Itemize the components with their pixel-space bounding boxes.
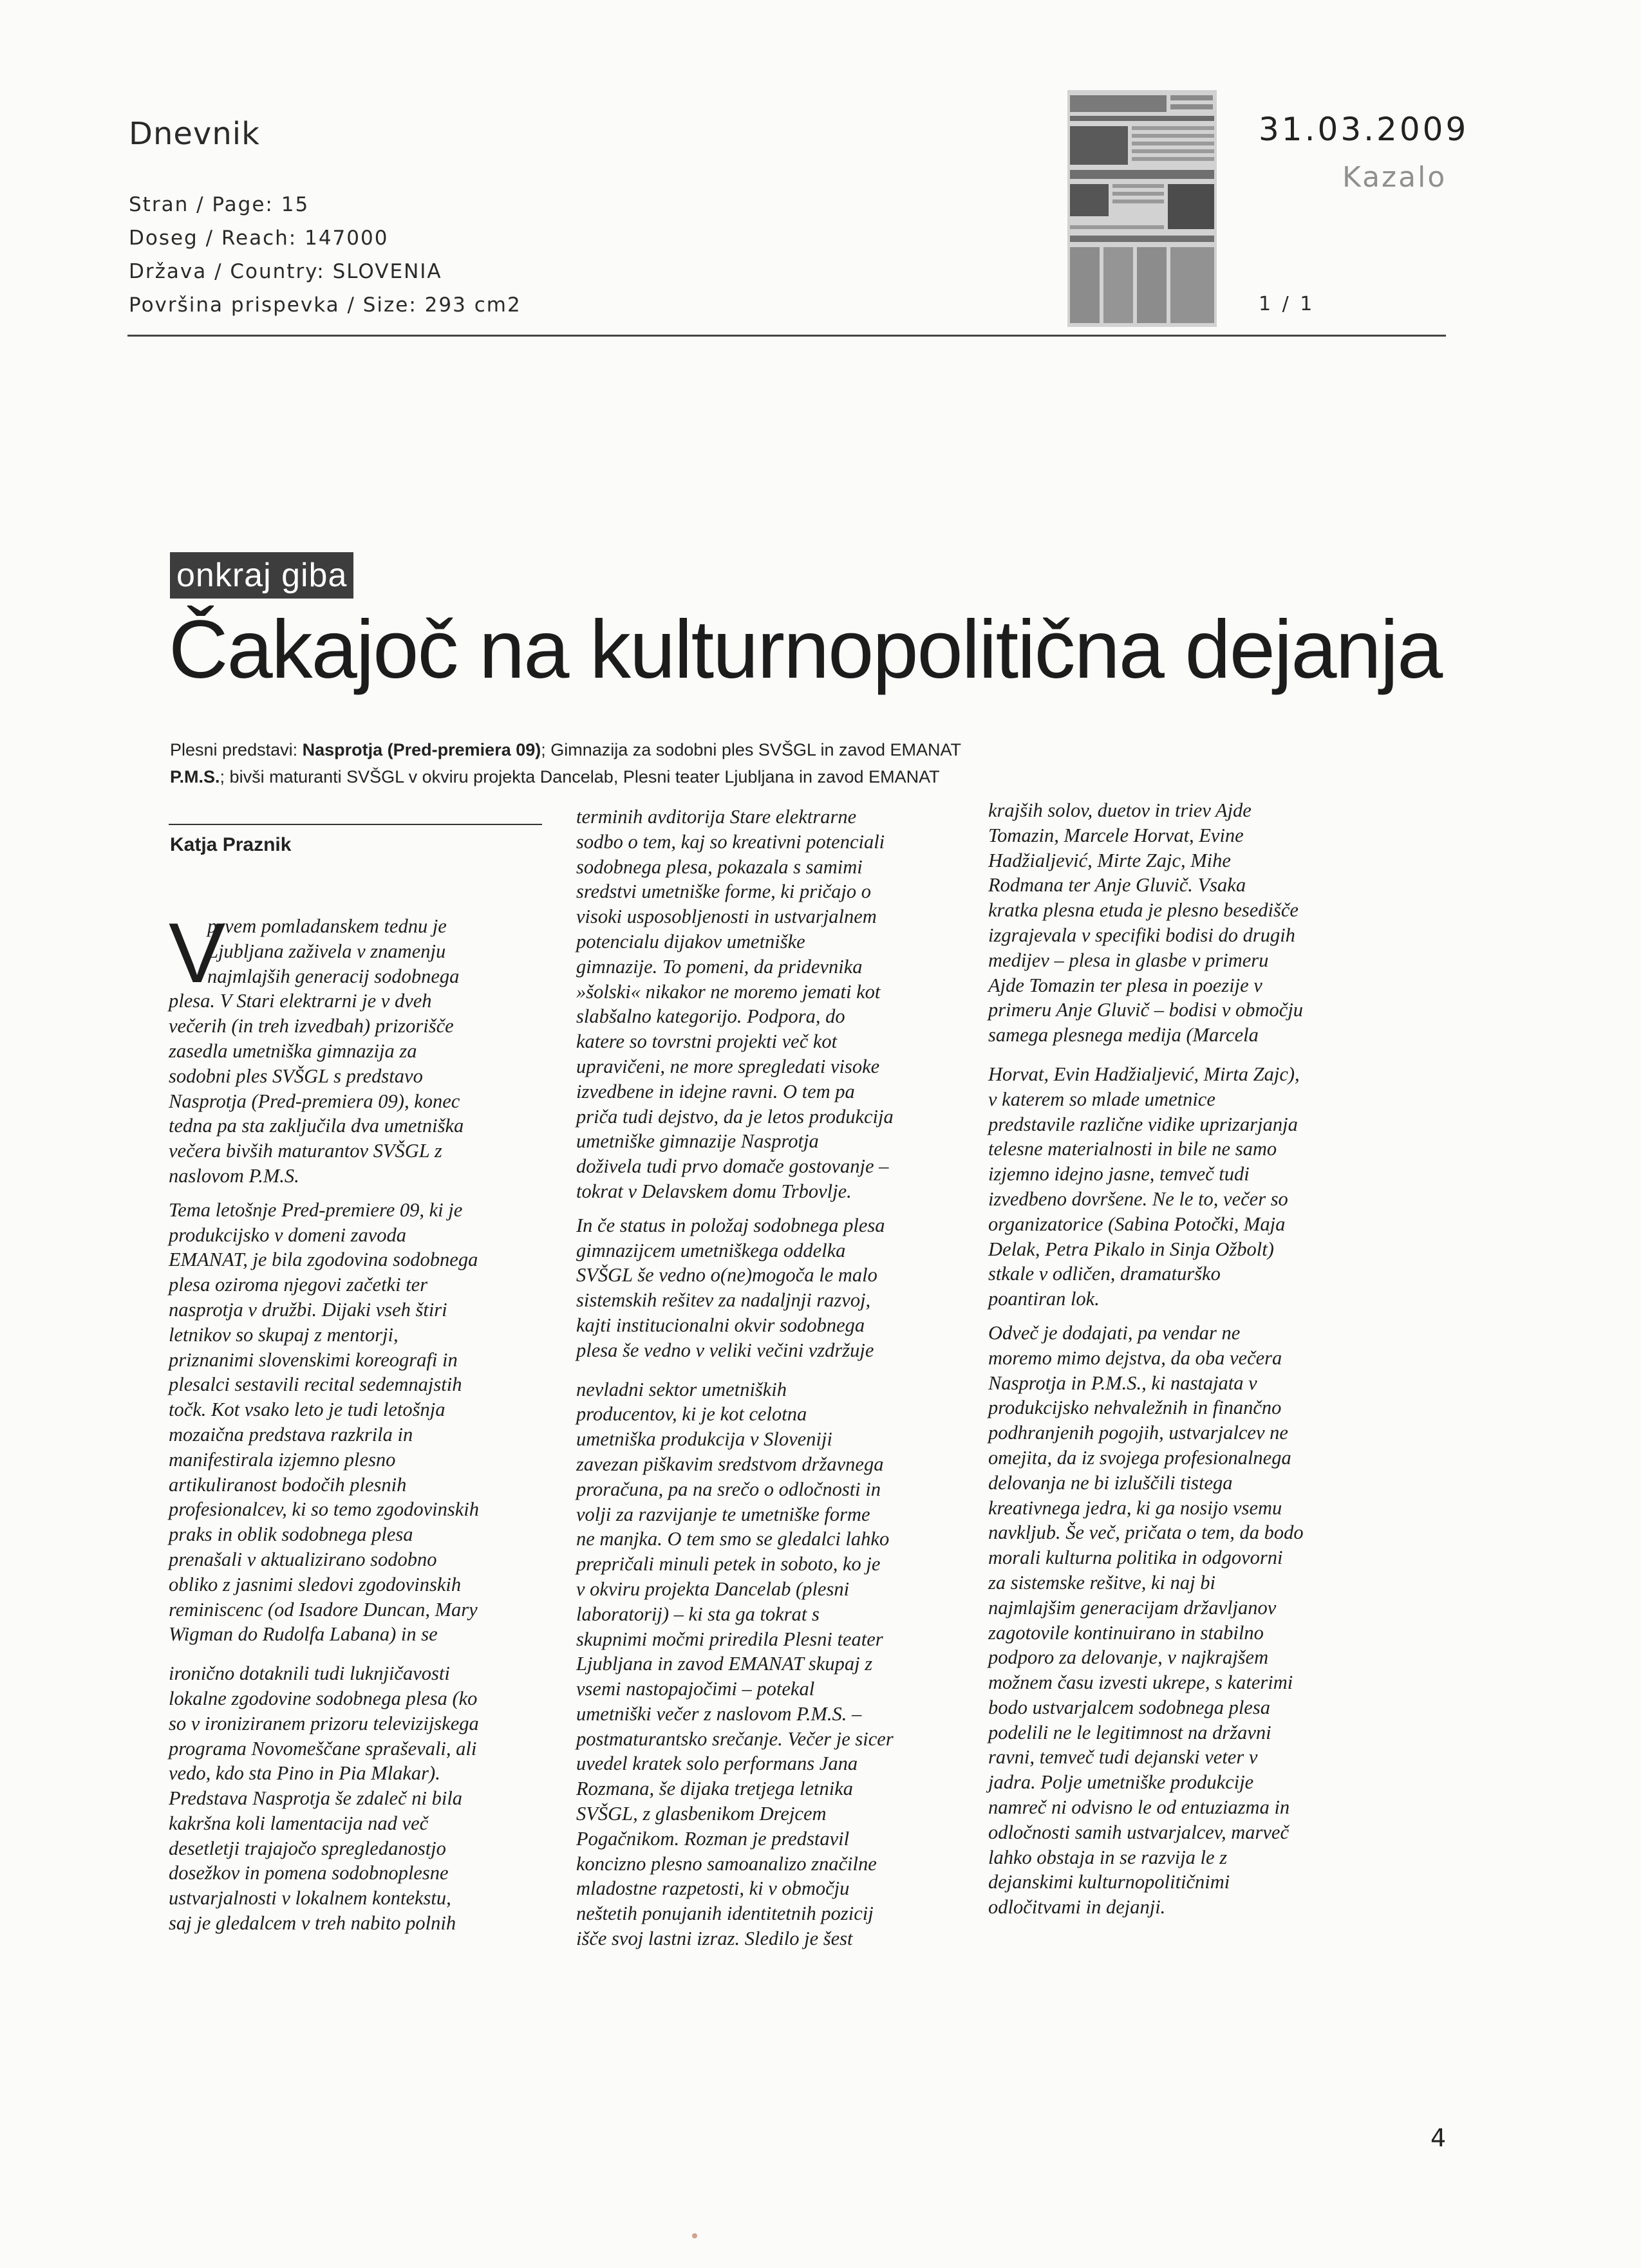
article-line: desetletji trajajočo spregledanostjo	[169, 1837, 446, 1859]
credit-suffix: ; bivši maturanti SVŠGL v okviru projekta Dancelab, Plesni teater Ljubljana in zavod EMANAT	[220, 767, 940, 786]
scan-speck	[692, 2233, 697, 2238]
article-line: prvem pomladanskem tednu je	[207, 915, 447, 937]
article-line: večerih (in treh izvedbah) prizorišče	[169, 1015, 454, 1037]
article-line: v katerem so mlade umetnice	[988, 1088, 1215, 1110]
article-line: odločnosti samih ustvarjalcev, marveč	[988, 1821, 1289, 1843]
article-line: postmaturantsko srečanje. Večer je sicer	[576, 1727, 894, 1750]
article-line: podporo za delovanje, v najkrajšem	[988, 1646, 1269, 1669]
article-headline: Čakajoč na kulturnopolitična dejanja	[169, 604, 1442, 696]
credit-show-title: Nasprotja (Pred-premiera 09)	[302, 740, 541, 759]
header-divider	[127, 335, 1446, 337]
article-line: tedna pa sta zaključila dva umetniška	[169, 1115, 464, 1137]
article-line: prenašali v aktualizirano sodobno	[169, 1548, 437, 1570]
article-line: umetniške gimnazije Nasprotja	[576, 1130, 819, 1153]
article-line: izjemno idejno jasne, temveč tudi	[988, 1163, 1250, 1185]
article-line: moremo mimo dejstva, da oba večera	[988, 1346, 1282, 1369]
article-line: izvedbene in idejne ravni. O tem pa	[576, 1080, 855, 1102]
article-line: upravičeni, ne more spregledati visoke	[576, 1055, 880, 1077]
article-line: praks in oblik sodobnega plesa	[169, 1523, 413, 1546]
article-line: podelili ne le legitimnost na državni	[988, 1721, 1271, 1743]
article-line: Ljubljana zaživela v znamenju	[207, 940, 446, 962]
article-line: EMANAT, je bila zgodovina sodobnega	[169, 1249, 478, 1271]
page-count: 1 / 1	[1259, 293, 1315, 315]
article-line: organizatorice (Sabina Potočki, Maja	[988, 1213, 1286, 1235]
article-line: plesa oziroma njegovi začetki ter	[169, 1274, 428, 1296]
article-line: večera bivših maturantov SVŠGL z	[169, 1140, 442, 1162]
article-line: ne manjka. O tem smo se gledalci lahko	[576, 1528, 890, 1550]
article-line: vedo, kdo sta Pino in Pia Mlakar).	[169, 1762, 440, 1785]
article-line: programa Novomeščane spraševali, ali	[169, 1737, 477, 1760]
article-line: zasedla umetniška gimnazija za	[169, 1039, 417, 1062]
article-line: točk. Kot vsako leto je tudi letošnja	[169, 1399, 445, 1421]
credit-show-title: P.M.S.	[170, 767, 220, 786]
article-line: ravni, temveč tudi dejanski veter v	[988, 1746, 1258, 1769]
article-line: naslovom P.M.S.	[169, 1164, 299, 1187]
article-line: laboratorij) – ki sta ga tokrat s	[576, 1603, 820, 1625]
article-line: Nasprotja (Pred-premiera 09), konec	[169, 1090, 460, 1112]
article-column-3	[988, 798, 1400, 1920]
article-line: bodo ustvarjalcem sodobnega plesa	[988, 1696, 1270, 1718]
article-line: plesalci sestavili recital sedemnajstih	[169, 1373, 462, 1396]
article-line: nasprotja v družbi. Dijaki vseh štiri	[169, 1298, 447, 1321]
article-line: produkcijsko v domeni zavoda	[169, 1223, 407, 1246]
article-line: omejita, da iz svojega profesionalnega	[988, 1446, 1291, 1469]
article-line: išče svoj lastni izraz. Sledilo je šest	[576, 1928, 853, 1950]
article-line: izgrajevala v specifiki bodisi do drugih	[988, 924, 1295, 946]
article-line: produkcijsko nehvaležnih in finančno	[988, 1397, 1282, 1419]
article-line: zavezan piškavim sredstvom državnega	[576, 1453, 884, 1475]
article-line: SVŠGL, z glasbenikom Drejcem	[576, 1803, 827, 1825]
article-line: v okviru projekta Dancelab (plesni	[576, 1577, 850, 1600]
article-line: SVŠGL še vedno o(ne)mogoča le malo	[576, 1264, 877, 1287]
article-line: neštetih ponujanih identitetnih pozicij	[576, 1902, 874, 1925]
article-line: predstavile različne vidike uprizarjanja	[988, 1113, 1298, 1135]
meta-page: Stran / Page: 15	[129, 193, 310, 216]
article-line: Wigman do Rudolfa Labana) in se	[169, 1623, 438, 1646]
article-line: so v ironiziranem prizoru televizijskega	[169, 1712, 479, 1734]
article-line: doživela tudi prvo domače gostovanje –	[576, 1155, 889, 1178]
meta-reach: Doseg / Reach: 147000	[129, 227, 389, 250]
article-line: uvedel kratek solo performans Jana	[576, 1752, 858, 1775]
article-line: saj je gledalcem v treh nabito polnih	[169, 1912, 456, 1935]
credit-line-1	[170, 740, 961, 760]
article-line: prepričali minuli petek in soboto, ko je	[576, 1553, 881, 1576]
article-line: artikuliranost bodočih plesnih	[169, 1473, 407, 1496]
article-line: Delak, Petra Pikalo in Sinja Ožbolt)	[988, 1238, 1274, 1260]
article-line: delovanja ne bi izluščili tistega	[988, 1471, 1233, 1494]
article-line: Ljubljana in zavod EMANAT skupaj z	[576, 1653, 873, 1675]
article-line: samega plesnega medija (Marcela	[988, 1024, 1259, 1046]
article-line: proračuna, pa na srečo o odločnosti in	[576, 1478, 881, 1500]
article-line: umetniški večer z naslovom P.M.S. –	[576, 1702, 862, 1725]
byline-divider	[169, 824, 542, 825]
article-line: profesionalcev, ki so temo zgodovinskih	[169, 1498, 479, 1521]
article-line: mladostne razpetosti, ki v območju	[576, 1877, 850, 1900]
article-line: poantiran lok.	[988, 1288, 1100, 1310]
article-line: morali kulturna politika in odgovorni	[988, 1547, 1283, 1569]
article-line: najmlajših generacij sodobnega	[207, 965, 460, 987]
article-line: terminih avditorija Stare elektrarne	[576, 806, 857, 828]
article-line: primeru Anje Gluvič – bodisi v območju	[988, 999, 1304, 1021]
article-line: priznanimi slovenskimi koreografi in	[169, 1348, 458, 1371]
article-line: kratka plesna etuda je plesno besedišče	[988, 899, 1299, 922]
article-line: sredstvi umetniške forme, ki pričajo o	[576, 880, 871, 903]
article-line: slabšalno kategorijo. Podpora, do	[576, 1005, 845, 1028]
article-line: potencialu dijakov umetniške	[576, 930, 805, 953]
article-line: ironično dotaknili tudi luknjičavosti	[169, 1662, 450, 1685]
article-line: zagotovile kontinuirano in stabilno	[988, 1621, 1264, 1644]
article-line: Odveč je dodajati, pa vendar ne	[988, 1321, 1241, 1344]
article-line: Horvat, Evin Hadžialjević, Mirta Zajc),	[988, 1063, 1300, 1085]
article-line: In če status in položaj sodobnega plesa	[576, 1214, 885, 1236]
article-line: najmlajšim generacijam državljanov	[988, 1596, 1277, 1619]
article-line: Tema letošnje Pred-premiere 09, ki je	[169, 1198, 463, 1221]
article-line: volji za razvijanje te umetniške forme	[576, 1503, 870, 1525]
article-line: manifestirala izjemno plesno	[169, 1448, 396, 1471]
article-line: Rodmana ter Anje Gluvič. Vsaka	[988, 874, 1246, 897]
credit-line-2	[170, 767, 940, 787]
article-line: medijev – plesa in glasbe v primeru	[988, 949, 1269, 971]
article-line: sodobnega plesa, pokazala s samimi	[576, 855, 863, 878]
article-line: navkljub. Še več, pričata o tem, da bodo	[988, 1521, 1304, 1544]
article-line: Ajde Tomazin ter plesa in poezije v	[988, 974, 1262, 996]
article-line: dosežkov in pomena sodobnoplesne	[169, 1862, 449, 1884]
article-line: Pogačnikom. Rozman je predstavil	[576, 1827, 850, 1850]
article-line: visoki usposobljenosti in ustvarjalnem	[576, 906, 877, 928]
article-line: gimnazijcem umetniškega oddelka	[576, 1239, 846, 1261]
article-line: sodbo o tem, kaj so kreativni potenciali	[576, 830, 885, 853]
article-line: možnem času izvesti ukrepe, s katerimi	[988, 1671, 1293, 1694]
article-line: obliko z jasnimi sledovi zgodovinskih	[169, 1573, 462, 1595]
author-byline: Katja Praznik	[170, 834, 292, 855]
section-kicker: onkraj giba	[170, 552, 353, 599]
article-line: odločitvami in dejanji.	[988, 1896, 1166, 1919]
article-line: mozaična predstava razkrila in	[169, 1423, 413, 1445]
article-line: plesa še vedno v veliki večini vzdržuje	[576, 1339, 874, 1361]
article-line: umetniška produkcija v Sloveniji	[576, 1428, 832, 1451]
article-line: priča tudi dejstvo, da je letos produkcija	[576, 1105, 894, 1128]
article-line: telesne materialnosti in bile ne samo	[988, 1138, 1277, 1160]
article-line: letnikov so skupaj z mentorji,	[169, 1323, 399, 1346]
article-line: Predstava Nasprotja še zdaleč ni bila	[169, 1787, 463, 1810]
credit-suffix: ; Gimnazija za sodobni ples SVŠGL in zavod EMANAT	[541, 740, 962, 759]
credit-prefix: Plesni predstavi:	[170, 740, 303, 759]
article-line: sodobni ples SVŠGL s predstavo	[169, 1064, 423, 1087]
article-line: jadra. Polje umetniške produkcije	[988, 1771, 1254, 1794]
article-line: kreativnega jedra, ki ga nosijo vsemu	[988, 1496, 1282, 1519]
article-line: reminiscenc (od Isadore Duncan, Mary	[169, 1598, 478, 1621]
article-line: stkale v odličen, dramaturško	[988, 1263, 1221, 1285]
article-line: Nasprotja in P.M.S., ki nastajata v	[988, 1371, 1257, 1394]
publication-name: Dnevnik	[129, 116, 260, 152]
article-line: krajših solov, duetov in triev Ajde	[988, 799, 1252, 821]
article-column-2	[576, 804, 962, 1951]
article-line: producentov, ki je kot celotna	[576, 1403, 807, 1426]
article-line: koncizno plesno samoanalizo značilne	[576, 1852, 877, 1875]
article-line: tokrat v Delavskem domu Trbovlje.	[576, 1180, 852, 1202]
clipping-category: Kazalo	[1342, 161, 1447, 194]
meta-size: Površina prispevka / Size: 293 cm2	[129, 293, 521, 317]
article-line: za sistemske rešitve, ki naj bi	[988, 1571, 1215, 1594]
article-column-1	[169, 914, 542, 1936]
article-line: gimnazije. To pomeni, da pridevnika	[576, 955, 863, 978]
article-line: kajti institucionalni okvir sodobnega	[576, 1314, 865, 1336]
article-line: »šolski« nikakor ne moremo jemati kot	[576, 980, 881, 1003]
article-line: dejanskimi kulturnopolitičnimi	[988, 1871, 1230, 1893]
article-line: plesa. V Stari elektrarni je v dveh	[169, 990, 432, 1012]
article-line: lokalne zgodovine sodobnega plesa (ko	[169, 1687, 478, 1709]
article-line: ustvarjalnosti v lokalnem kontekstu,	[169, 1887, 451, 1910]
meta-country: Država / Country: SLOVENIA	[129, 260, 442, 283]
article-line: izvedbeno dovršene. Ne le to, večer so	[988, 1187, 1288, 1210]
drop-cap: V	[169, 906, 226, 1000]
clipping-thumbnail	[1067, 90, 1217, 327]
article-line: Tomazin, Marcele Horvat, Evine	[988, 824, 1244, 846]
article-line: namreč ni odvisno le od entuziazma in	[988, 1796, 1290, 1819]
article-line: vsemi nastopajočimi – potekal	[576, 1678, 815, 1700]
article-line: katere so tovrstni projekti več kot	[576, 1030, 838, 1053]
article-line: lahko obstaja in se razvija le z	[988, 1846, 1228, 1868]
article-line: Rozmana, še dijaka tretjega letnika	[576, 1778, 854, 1800]
page-number: 4	[1430, 2124, 1447, 2152]
article-line: sistemskih rešitev za nadaljnji razvoj,	[576, 1289, 871, 1312]
article-line: nevladni sektor umetniških	[576, 1378, 787, 1400]
article-line: Hadžialjević, Mirte Zajc, Mihe	[988, 849, 1231, 871]
article-line: skupnimi močmi priredila Plesni teater	[576, 1628, 883, 1650]
clipping-date: 31.03.2009	[1259, 111, 1469, 148]
article-line: kakršna koli lamentacija nad več	[169, 1812, 429, 1834]
article-line: podhranjenih pogojih, ustvarjalcev ne	[988, 1422, 1288, 1444]
